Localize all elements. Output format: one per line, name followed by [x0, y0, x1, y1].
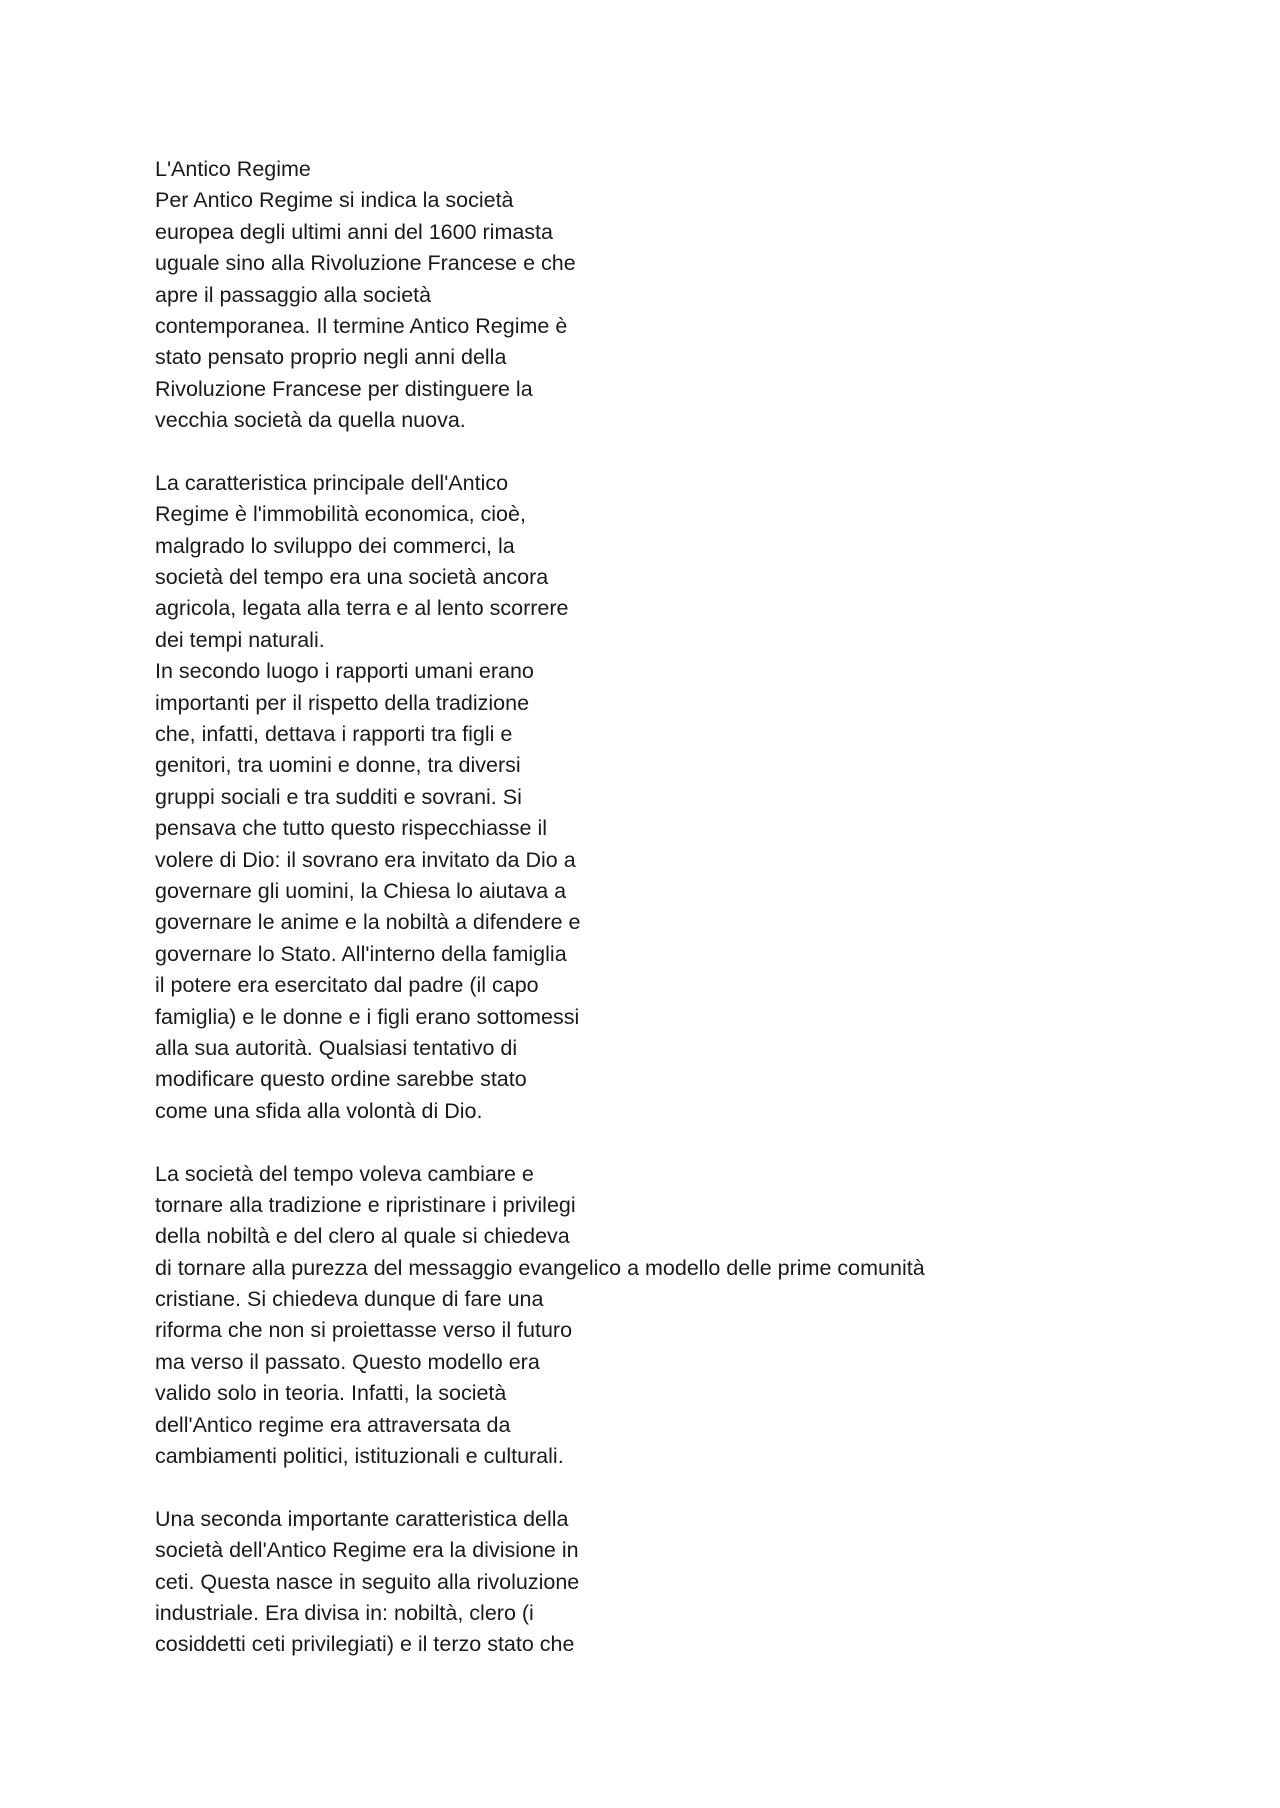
text-line: Una seconda importante caratteristica della: [155, 1506, 569, 1531]
text-line: Regime è l'immobilità economica, cioè,: [155, 502, 526, 527]
document-body: [155, 154, 1255, 1661]
text-line: ma verso il passato. Questo modello era: [155, 1349, 540, 1374]
text-line: In secondo luogo i rapporti umani erano: [155, 659, 534, 684]
text-line: genitori, tra uomini e donne, tra diversi: [155, 753, 521, 778]
text-line: dell'Antico regime era attraversata da: [155, 1412, 511, 1437]
text-line: il potere era esercitato dal padre (il capo: [155, 973, 539, 998]
text-line: che, infatti, dettava i rapporti tra figli e: [155, 722, 513, 747]
text-line: governare lo Stato. All'interno della famiglia: [155, 941, 567, 966]
text-line: apre il passaggio alla società: [155, 282, 432, 307]
text-line: importanti per il rispetto della tradizione: [155, 690, 530, 715]
text-line: europea degli ultimi anni del 1600 rimasta: [155, 219, 553, 244]
text-line: governare le anime e la nobiltà a difendere e: [155, 910, 581, 935]
text-line: pensava che tutto questo rispecchiasse il: [155, 816, 548, 841]
text-line: valido solo in teoria. Infatti, la società: [155, 1381, 507, 1406]
text-line: famiglia) e le donne e i figli erano sottomessi: [155, 1004, 580, 1029]
text-line: di tornare alla purezza del messaggio evangelico a modello delle prime comunità: [155, 1255, 925, 1280]
text-line: stato pensato proprio negli anni della: [155, 345, 507, 370]
paragraph-spacer: [155, 437, 1255, 468]
paragraph-3: [155, 1159, 1255, 1473]
text-line: della nobiltà e del clero al quale si chiedeva: [155, 1224, 570, 1249]
text-line: riforma che non si proiettasse verso il futuro: [155, 1318, 573, 1343]
text-line: La società del tempo voleva cambiare e: [155, 1161, 534, 1186]
text-line: società dell'Antico Regime era la divisione in: [155, 1538, 579, 1563]
text-line: volere di Dio: il sovrano era invitato da Dio a: [155, 847, 576, 872]
text-line: come una sfida alla volontà di Dio.: [155, 1098, 483, 1123]
text-line: La caratteristica principale dell'Antico: [155, 470, 509, 495]
paragraph-1: [155, 185, 1255, 436]
text-line: Per Antico Regime si indica la società: [155, 188, 514, 213]
text-line: Rivoluzione Francese per distinguere la: [155, 376, 533, 401]
text-line: cambiamenti politici, istituzionali e culturali.: [155, 1444, 564, 1469]
text-line: vecchia società da quella nuova.: [155, 408, 466, 433]
text-line: cosiddetti ceti privilegiati) e il terzo stato che: [155, 1632, 575, 1657]
text-line: tornare alla tradizione e ripristinare i privilegi: [155, 1192, 576, 1217]
paragraph-2: [155, 468, 1255, 1127]
document-title: L'Antico Regime: [155, 157, 311, 181]
text-line: malgrado lo sviluppo dei commerci, la: [155, 533, 515, 558]
text-line: governare gli uomini, la Chiesa lo aiutava a: [155, 878, 567, 903]
text-line: agricola, legata alla terra e al lento scorrere: [155, 596, 569, 621]
text-line: alla sua autorità. Qualsiasi tentativo di: [155, 1035, 518, 1060]
text-line: modificare questo ordine sarebbe stato: [155, 1067, 527, 1092]
text-line: società del tempo era una società ancora: [155, 565, 549, 590]
paragraph-spacer: [155, 1472, 1255, 1503]
text-line: ceti. Questa nasce in seguito alla rivoluzione: [155, 1569, 580, 1594]
text-line: cristiane. Si chiedeva dunque di fare una: [155, 1287, 544, 1312]
text-line: contemporanea. Il termine Antico Regime è: [155, 313, 568, 338]
text-line: industriale. Era divisa in: nobiltà, clero (i: [155, 1600, 534, 1625]
text-line: dei tempi naturali.: [155, 627, 325, 652]
text-line: uguale sino alla Rivoluzione Francese e che: [155, 251, 576, 276]
text-line: gruppi sociali e tra sudditi e sovrani. Si: [155, 784, 522, 809]
paragraph-4: [155, 1504, 1255, 1661]
paragraph-spacer: [155, 1127, 1255, 1158]
